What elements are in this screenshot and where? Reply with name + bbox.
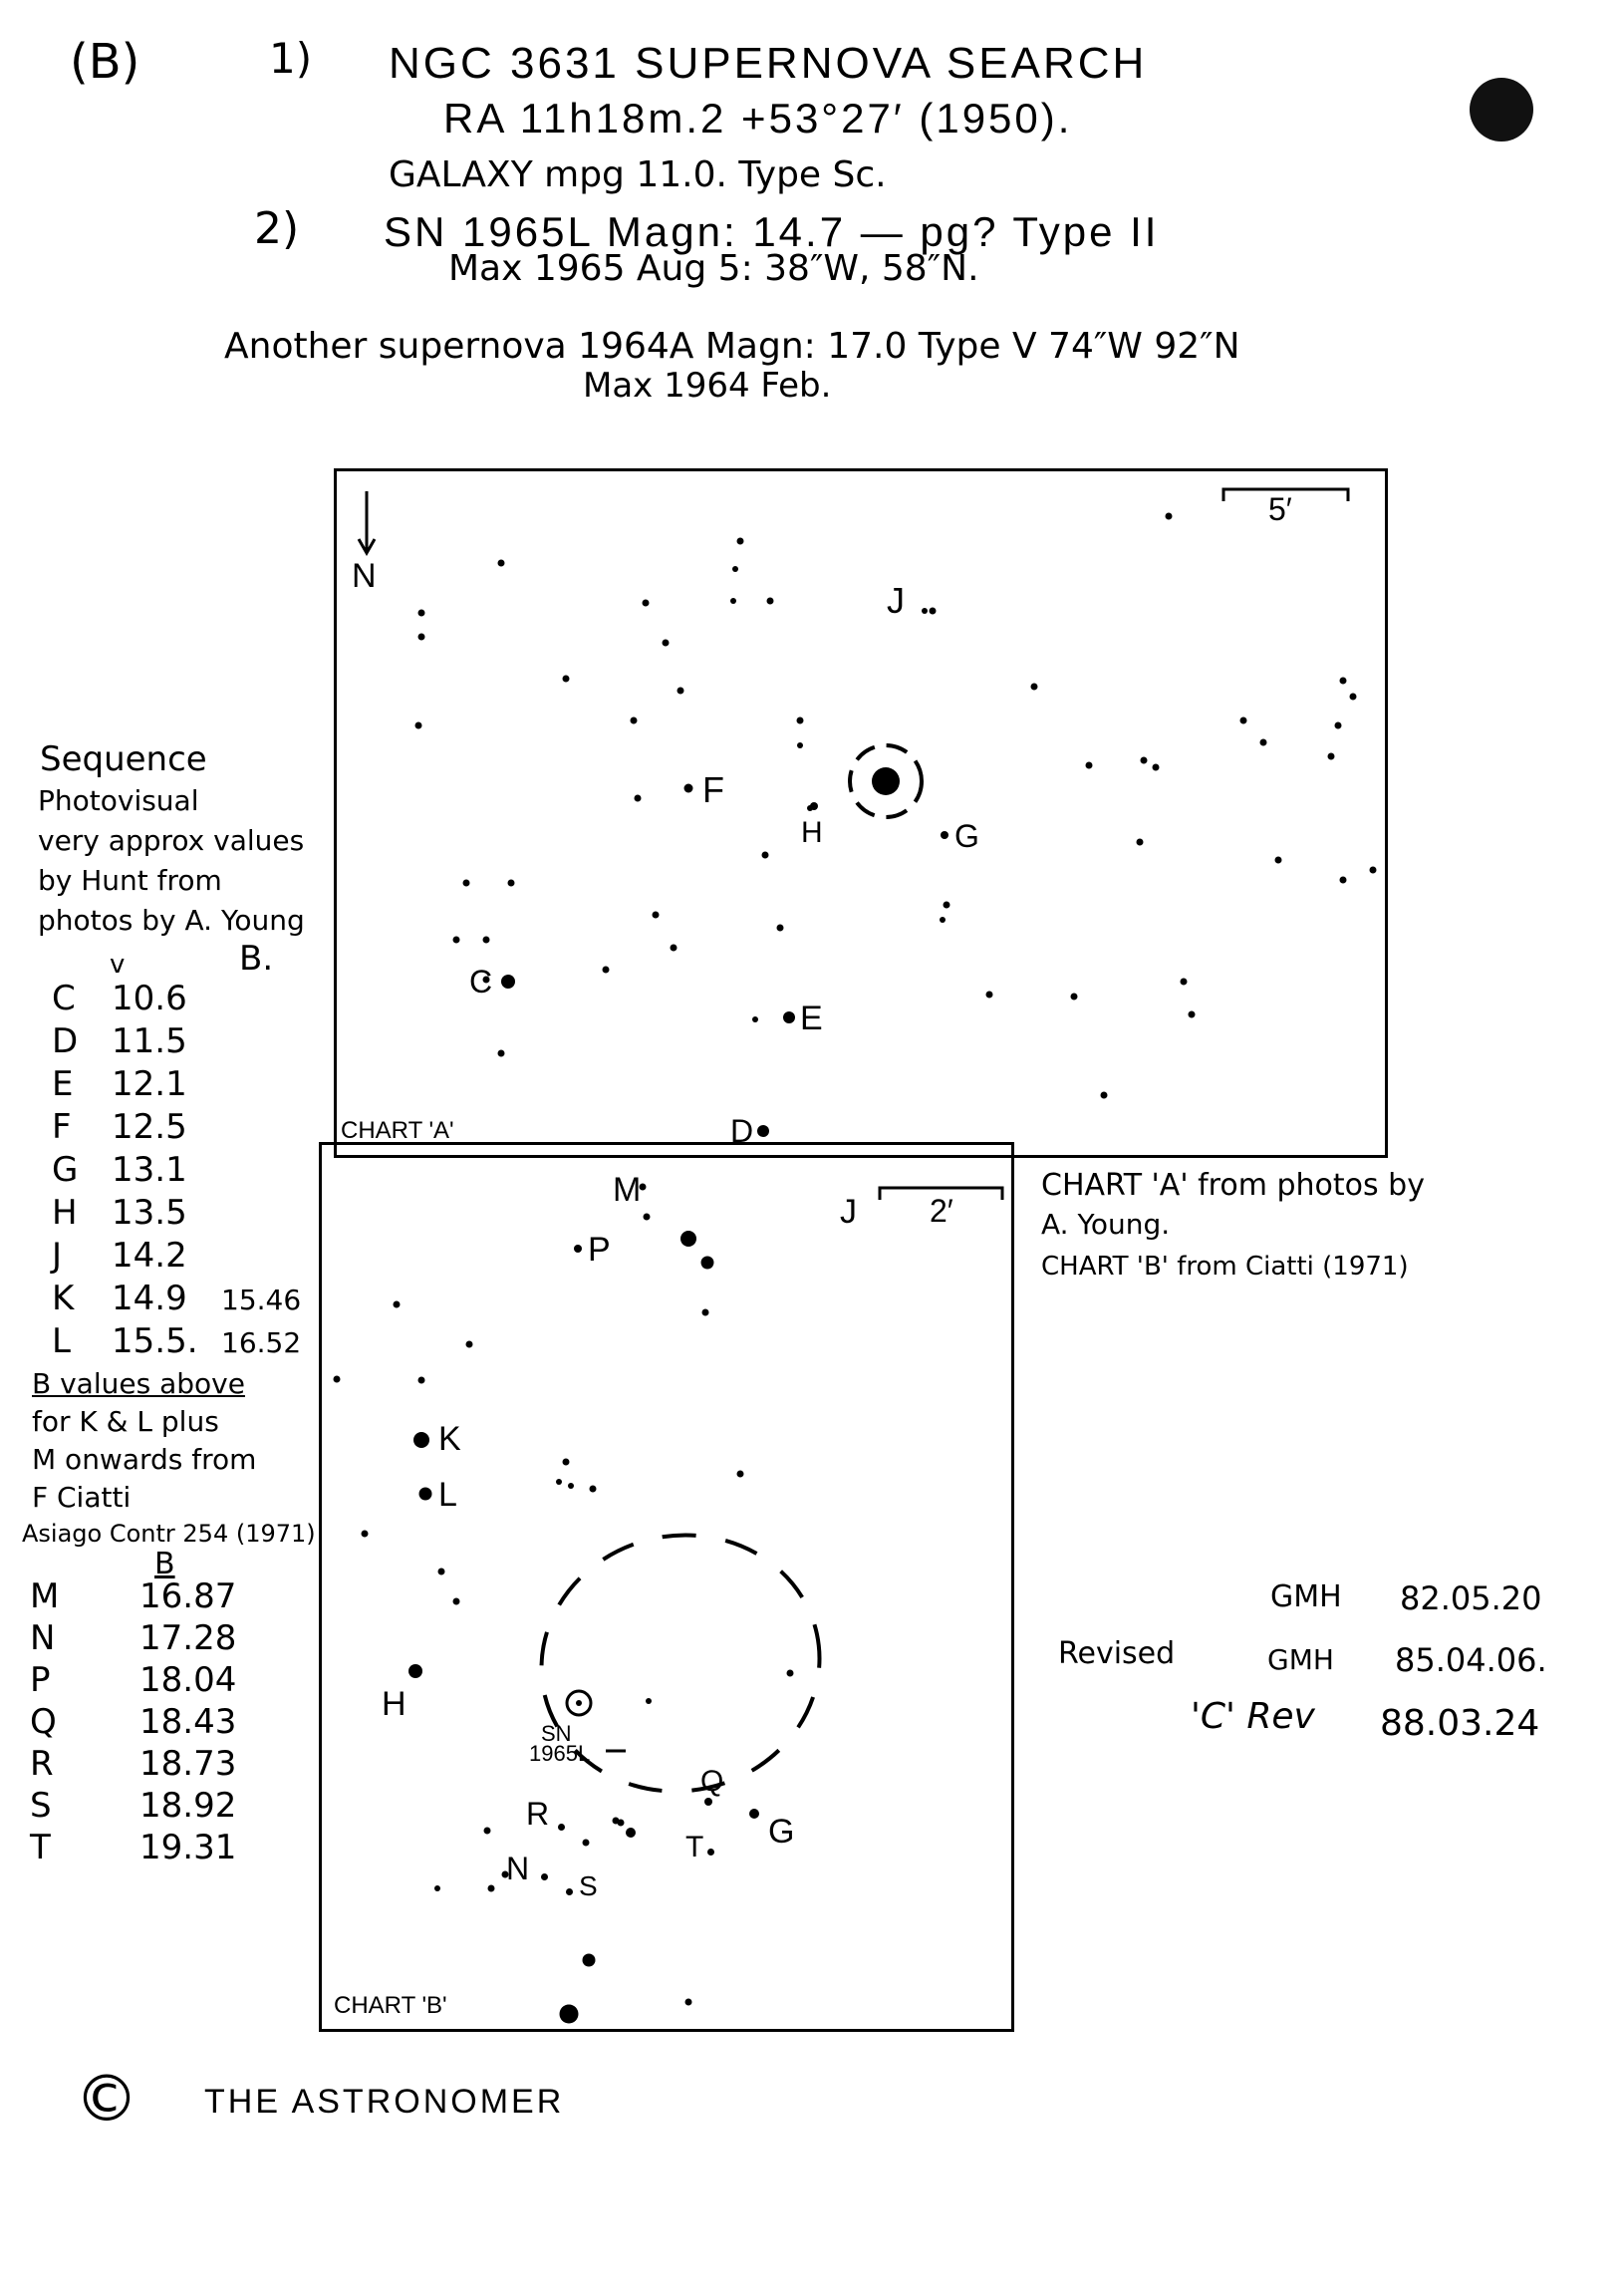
b-value-row: Q 18.43 <box>30 1702 237 1742</box>
credit-line-3: CHART 'B' from Ciatti (1971) <box>1041 1252 1409 1282</box>
galaxy-outline-icon <box>517 1510 843 1818</box>
star-label-t: T <box>685 1831 704 1863</box>
star-label-m: M <box>613 1171 642 1209</box>
label-dot <box>558 1824 565 1831</box>
label-dot <box>541 1873 548 1880</box>
b-note-3: M onwards from <box>32 1443 257 1476</box>
b-value-row: R 18.73 <box>30 1744 237 1784</box>
star-t <box>583 1840 590 1847</box>
star-bright-2 <box>560 2005 579 2024</box>
sequence-row: K 14.9 15.46 <box>52 1279 302 1318</box>
sequence-col-b: B. <box>239 939 274 979</box>
label-dot <box>566 1888 573 1895</box>
star-label-s: S <box>579 1870 598 1901</box>
star-label-r: R <box>526 1796 550 1832</box>
b-value-row: T 19.31 <box>30 1828 237 1867</box>
sequence-heading-2: Photovisual <box>38 784 199 817</box>
b-value-row: S 18.92 <box>30 1786 237 1826</box>
hole-punch-mark <box>1470 78 1533 142</box>
sequence-row: J 14.2 <box>52 1236 187 1276</box>
star-j <box>680 1231 696 1247</box>
star-s <box>488 1885 495 1892</box>
revision-label-2: Revised <box>1058 1636 1176 1671</box>
revision-date-2: 85.04.06. <box>1395 1641 1547 1679</box>
revision-date-3: 88.03.24 <box>1380 1703 1540 1744</box>
sequence-heading-5: photos by A. Young <box>38 904 305 937</box>
star-label-l: L <box>438 1476 457 1514</box>
star-label-j: J <box>887 580 905 621</box>
b-note-4: F Ciatti <box>32 1481 132 1514</box>
section-label: (B) <box>70 34 140 90</box>
b-note-5: Asiago Contr 254 (1971) <box>22 1520 316 1548</box>
b-values-header: B <box>154 1547 175 1581</box>
chart-a-label: CHART 'A' <box>341 1117 454 1144</box>
chart-b <box>319 1142 1014 2032</box>
star-label-h: H <box>382 1685 406 1723</box>
galaxy-line: GALAXY mpg 11.0. Type Sc. <box>389 154 887 195</box>
star-h <box>408 1664 422 1678</box>
star-label-q: Q <box>700 1765 724 1798</box>
sequence-row: C 10.6 <box>52 979 187 1018</box>
chart-b-label: CHART 'B' <box>334 1992 447 2019</box>
star-p <box>574 1245 582 1253</box>
sequence-heading-1: Sequence <box>40 739 207 779</box>
sequence-row: E 12.1 <box>52 1064 187 1104</box>
chart-a-drawing <box>337 471 1391 1161</box>
scale-label: 5′ <box>1268 491 1292 527</box>
credit-line-2: A. Young. <box>1041 1208 1171 1241</box>
label-dot <box>749 1809 759 1819</box>
label-dot <box>707 1849 714 1856</box>
star-g <box>941 831 948 839</box>
star-e <box>783 1011 795 1023</box>
sequence-heading-4: by Hunt from <box>38 864 222 897</box>
star-d <box>757 1125 769 1137</box>
star-label-g: G <box>768 1813 795 1851</box>
revision-who-2: GMH <box>1267 1643 1334 1676</box>
north-label: N <box>352 557 377 595</box>
star-f <box>684 784 693 793</box>
b-note-1: B values above <box>32 1367 245 1400</box>
star-label-g: G <box>954 818 979 854</box>
credit-line-1: CHART 'A' from photos by <box>1041 1168 1425 1203</box>
star-k <box>413 1432 429 1448</box>
galaxy-core-icon <box>872 767 900 795</box>
label-dot <box>704 1798 712 1806</box>
scale-label: 2′ <box>930 1193 953 1229</box>
copyright-icon: © <box>75 2063 138 2137</box>
revision-date-1: 82.05.20 <box>1400 1579 1542 1617</box>
item-1-number: 1) <box>269 34 313 83</box>
star-label-p: P <box>588 1231 611 1269</box>
sequence-row: D 11.5 <box>52 1021 187 1061</box>
chart-a <box>334 468 1388 1158</box>
star-r <box>484 1828 491 1835</box>
supernova-max-line: Max 1965 Aug 5: 38″W, 58″N. <box>448 248 979 289</box>
publisher-name: THE ASTRONOMER <box>204 2083 565 2121</box>
revision-who-1: GMH <box>1270 1579 1342 1614</box>
b-value-row: N 17.28 <box>30 1618 237 1658</box>
another-supernova-max: Max 1964 Feb. <box>583 366 832 406</box>
document-title: NGC 3631 SUPERNOVA SEARCH <box>389 39 1148 88</box>
sn-label-2: 1965L <box>529 1741 591 1766</box>
star-label-e: E <box>800 1000 823 1037</box>
supernova-line: SN 1965L Magn: 14.7 — pg? Type II <box>384 208 1160 255</box>
sequence-row: L 15.5. 16.52 <box>52 1321 302 1361</box>
sequence-heading-3: very approx values <box>38 824 305 857</box>
item-2-number: 2) <box>254 203 300 254</box>
b-value-row: P 18.04 <box>30 1660 237 1700</box>
star-label-d: D <box>730 1113 754 1149</box>
star-label-n: N <box>506 1851 530 1886</box>
b-value-row: M 16.87 <box>30 1576 237 1616</box>
star-h <box>810 802 818 810</box>
star-label-f: F <box>702 769 724 810</box>
sequence-col-v: v <box>110 950 126 980</box>
star-label-k: K <box>438 1420 461 1458</box>
revision-who-3: 'C' Rev <box>1191 1696 1315 1737</box>
field-stars <box>334 1184 794 2006</box>
sn-label-1: SN <box>541 1721 572 1746</box>
star-j <box>930 608 937 615</box>
chart-b-drawing <box>322 1145 1017 2035</box>
sequence-row: F 12.5 <box>52 1107 187 1147</box>
sequence-row: G 13.1 <box>52 1150 187 1190</box>
star-label-c: C <box>469 964 493 1000</box>
star-g <box>626 1828 636 1838</box>
star-label-h: H <box>801 816 823 849</box>
star-l <box>419 1488 432 1501</box>
star-bright-1 <box>583 1954 596 1967</box>
star-j-companion <box>701 1257 714 1270</box>
sequence-row: H 13.5 <box>52 1193 187 1233</box>
coordinates-line: RA 11h18m.2 +53°27′ (1950). <box>443 95 1073 142</box>
b-note-2: for K & L plus <box>32 1405 219 1438</box>
star-c <box>501 975 515 989</box>
star-label-j: J <box>840 1193 857 1231</box>
another-supernova-line: Another supernova 1964A Magn: 17.0 Type V 74″W 92″N <box>224 326 1240 367</box>
